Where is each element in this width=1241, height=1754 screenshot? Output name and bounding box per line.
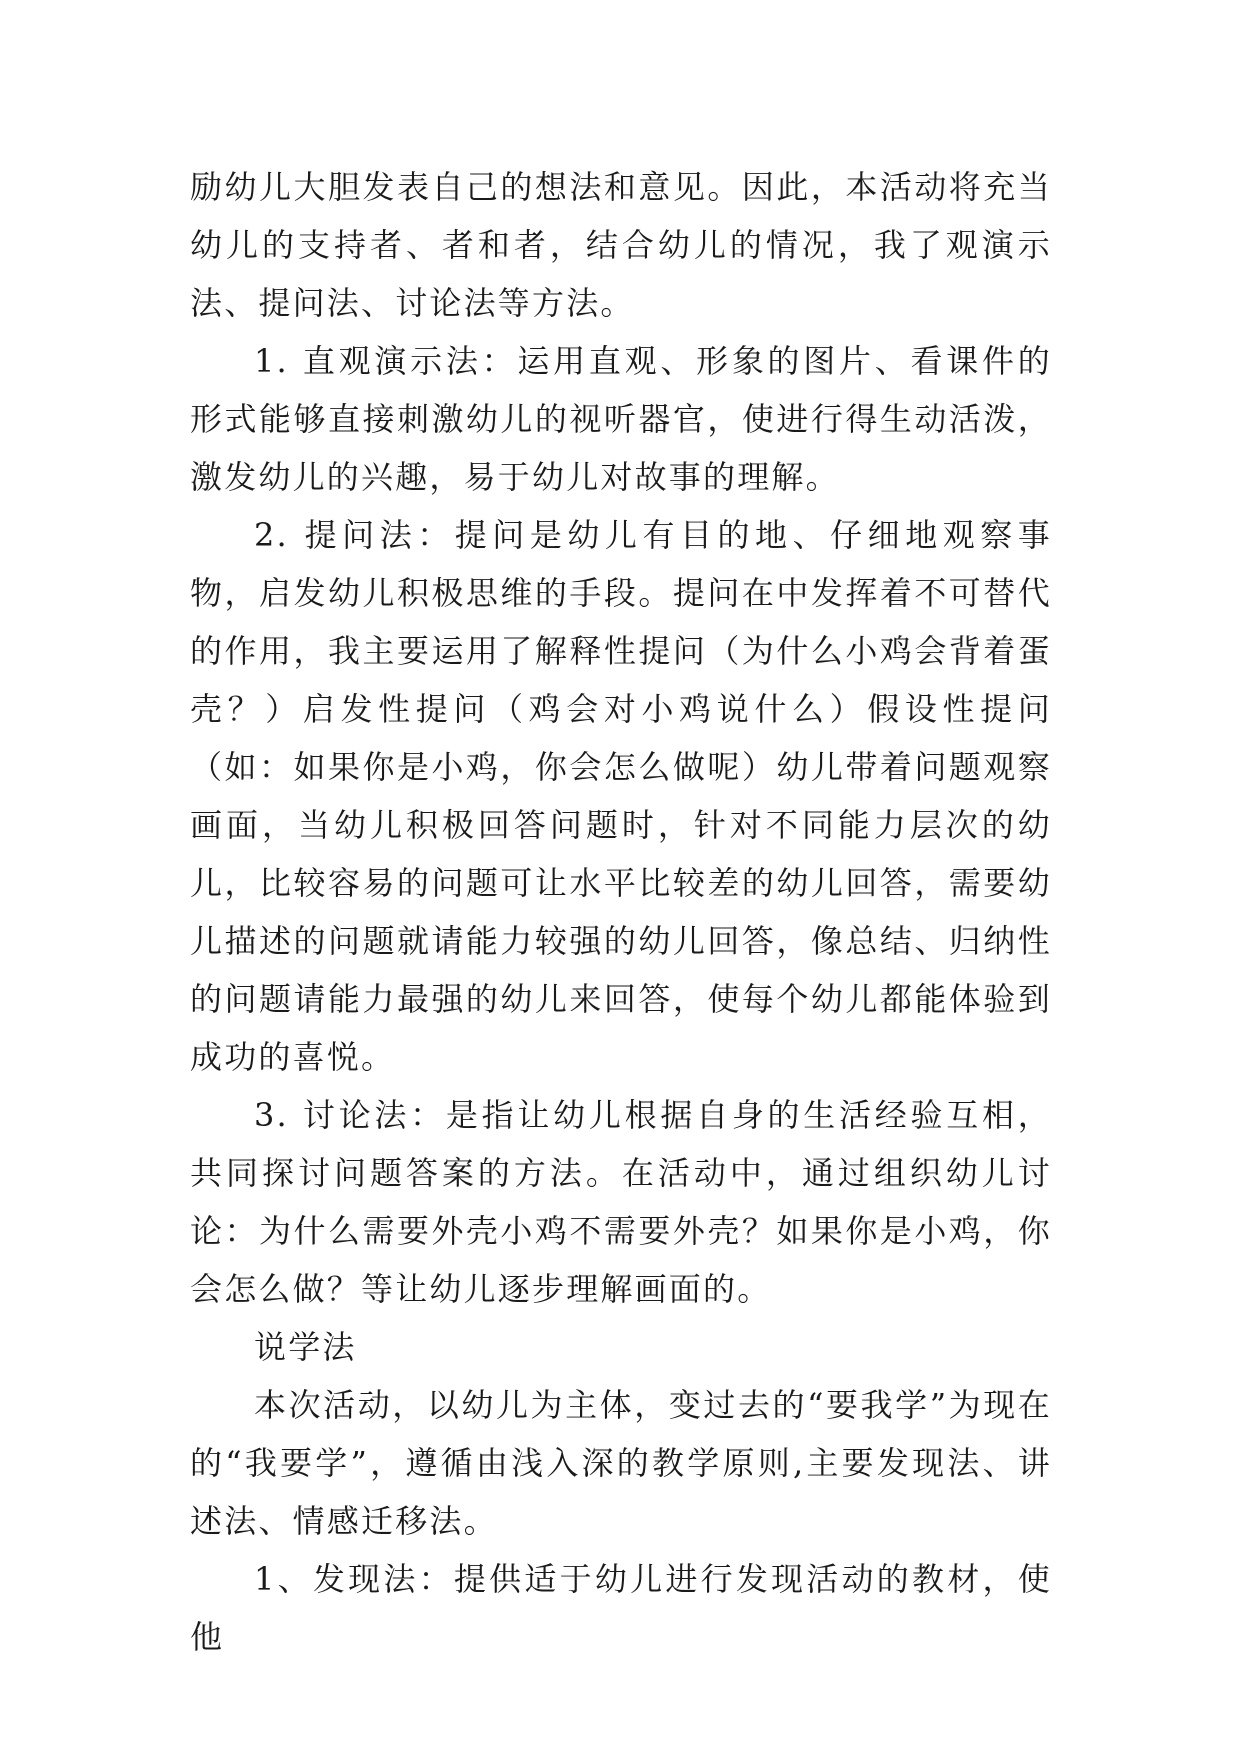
paragraph-3: 2. 提问法：提问是幼儿有目的地、仔细地观察事物，启发幼儿积极思维的手段。提问在中发挥着不可替代的作用，我主要运用了解释性提问（为什么小鸡会背着蛋壳？）启发性提问（鸡会对小鸡说什么）假设性提问（如：如果你是小鸡，你会怎么做呢）幼儿带着问题观察画面，当幼儿积极回答问题时，针对不同能力层次的幼儿，比较容易的问题可让水平比较差的幼儿回答，需要幼儿描述的问题就请能力较强的幼儿回答，像总结、归纳性的问题请能力最强的幼儿来回答，使每个幼儿都能体验到成功的喜悦。 — [190, 516, 1052, 1076]
paragraph-2: 1. 直观演示法：运用直观、形象的图片、看课件的形式能够直接刺激幼儿的视听器官，使进行得生动活泼，激发幼儿的兴趣，易于幼儿对故事的理解。 — [190, 342, 1052, 496]
paragraph-7: 1、发现法：提供适于幼儿进行发现活动的教材，使他 — [190, 1560, 1052, 1656]
paragraph-1: 励幼儿大胆发表自己的想法和意见。因此，本活动将充当幼儿的支持者、者和者，结合幼儿的情况，我了观演示法、提问法、讨论法等方法。 — [190, 168, 1052, 322]
paragraph-4: 3. 讨论法：是指让幼儿根据自身的生活经验互相，共同探讨问题答案的方法。在活动中，通过组织幼儿讨论：为什么需要外壳小鸡不需要外壳？如果你是小鸡，你会怎么做？等让幼儿逐步理解画面的。 — [190, 1096, 1052, 1308]
document-body — [190, 158, 1052, 1666]
paragraph-6: 本次活动，以幼儿为主体，变过去的“要我学”为现在的“我要学”，遵循由浅入深的教学原则,主要发现法、讲述法、情感迁移法。 — [190, 1386, 1052, 1540]
section-heading-study-method: 说学法 — [254, 1328, 357, 1366]
